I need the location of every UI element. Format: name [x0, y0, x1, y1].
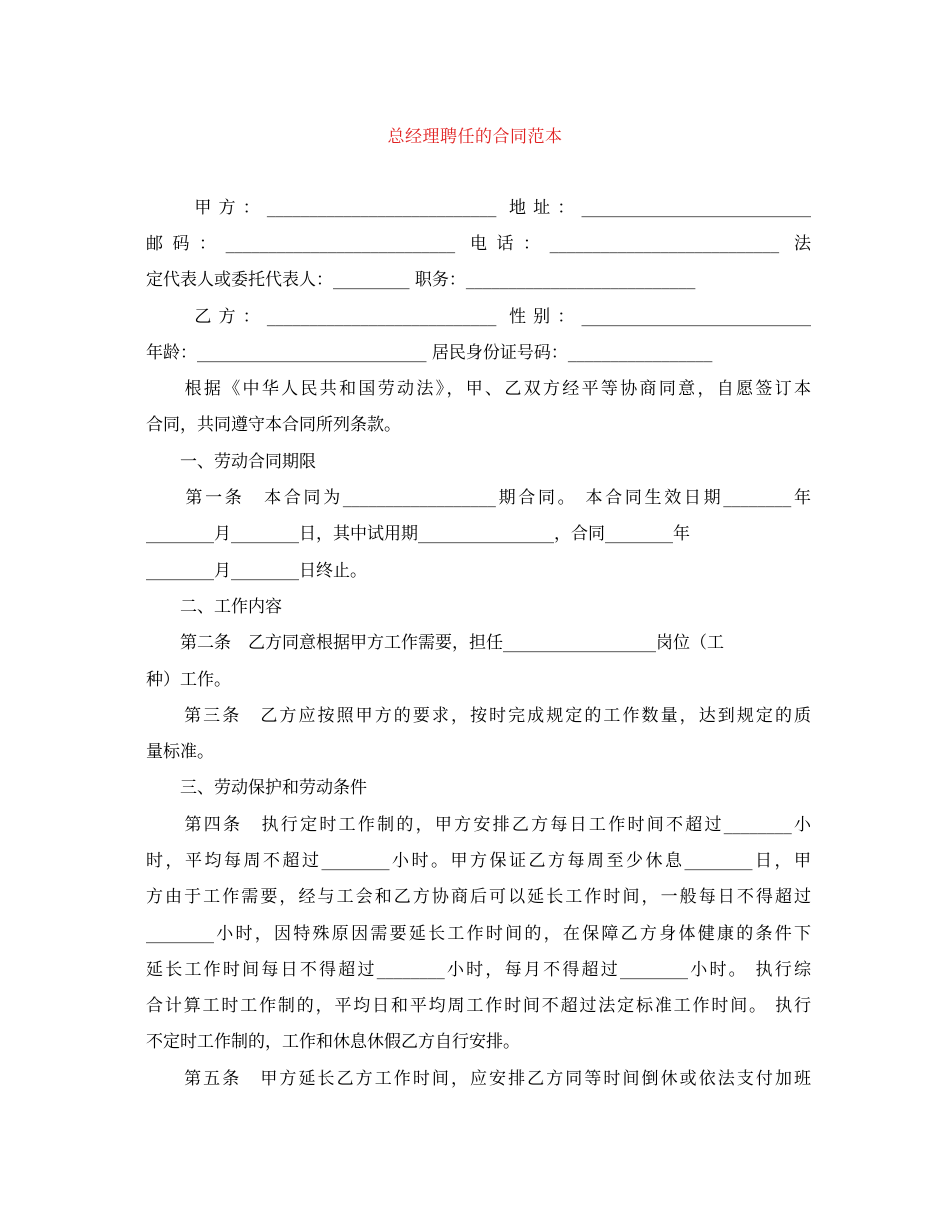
section-heading: 二、工作内容 — [146, 597, 282, 617]
document-title: 总经理聘任的合同范本 — [387, 127, 563, 147]
text-line: ________小时，因特殊原因需要延长工作时间的，在保障乙方身体健康的条件下 — [146, 924, 811, 944]
text-line: 邮码：___________________________ 电话：___________________________ 法 — [146, 234, 811, 254]
text-line: 第四条 执行定时工作制的，甲方安排乙方每日工作时间不超过________小 — [146, 815, 811, 835]
text-line: 第三条 乙方应按照甲方的要求，按时完成规定的工作数量，达到规定的质 — [146, 706, 811, 726]
section-heading: 一、劳动合同期限 — [146, 452, 316, 472]
text-line: 第一条 本合同为__________________期合同。 本合同生效日期________年 — [146, 488, 811, 508]
text-line: ________月________日，其中试用期________________，合同________年 — [146, 524, 690, 544]
text-line: 时，平均每周不超过________小时。甲方保证乙方每周至少休息________日，甲 — [146, 851, 811, 871]
text-line: 延长工作时间每日不得超过________小时，每月不得超过________小时。 执行综 — [146, 960, 811, 980]
text-line: 不定时工作制的，工作和休息休假乙方自行安排。 — [146, 1032, 520, 1052]
text-line: 乙方：___________________________ 性别：___________________________ — [146, 307, 811, 327]
text-line: 种）工作。 — [146, 670, 231, 690]
text-line: 第五条 甲方延长乙方工作时间，应安排乙方同等时间倒休或依法支付加班 — [146, 1069, 811, 1089]
text-line: 合计算工时工作制的，平均日和平均周工作时间不超过法定标准工作时间。 执行 — [146, 996, 811, 1016]
text-line: 甲方：___________________________ 地址：___________________________ — [146, 198, 811, 218]
text-line: 根据《中华人民共和国劳动法》，甲、乙双方经平等协商同意，自愿签订本 — [146, 379, 811, 399]
text-line: 合同，共同遵守本合同所列条款。 — [146, 415, 401, 435]
text-line: 定代表人或委托代表人：_________ 职务：___________________________ — [146, 270, 696, 290]
text-line: ________月________日终止。 — [146, 561, 367, 581]
text-line: 年龄：___________________________ 居民身份证号码：_________________ — [146, 343, 713, 363]
text-line: 量标准。 — [146, 742, 214, 762]
text-line: 第二条 乙方同意根据甲方工作需要，担任__________________岗位（工 — [146, 633, 724, 653]
section-heading: 三、劳动保护和劳动条件 — [146, 778, 367, 798]
text-line: 方由于工作需要，经与工会和乙方协商后可以延长工作时间，一般每日不得超过 — [146, 887, 811, 907]
